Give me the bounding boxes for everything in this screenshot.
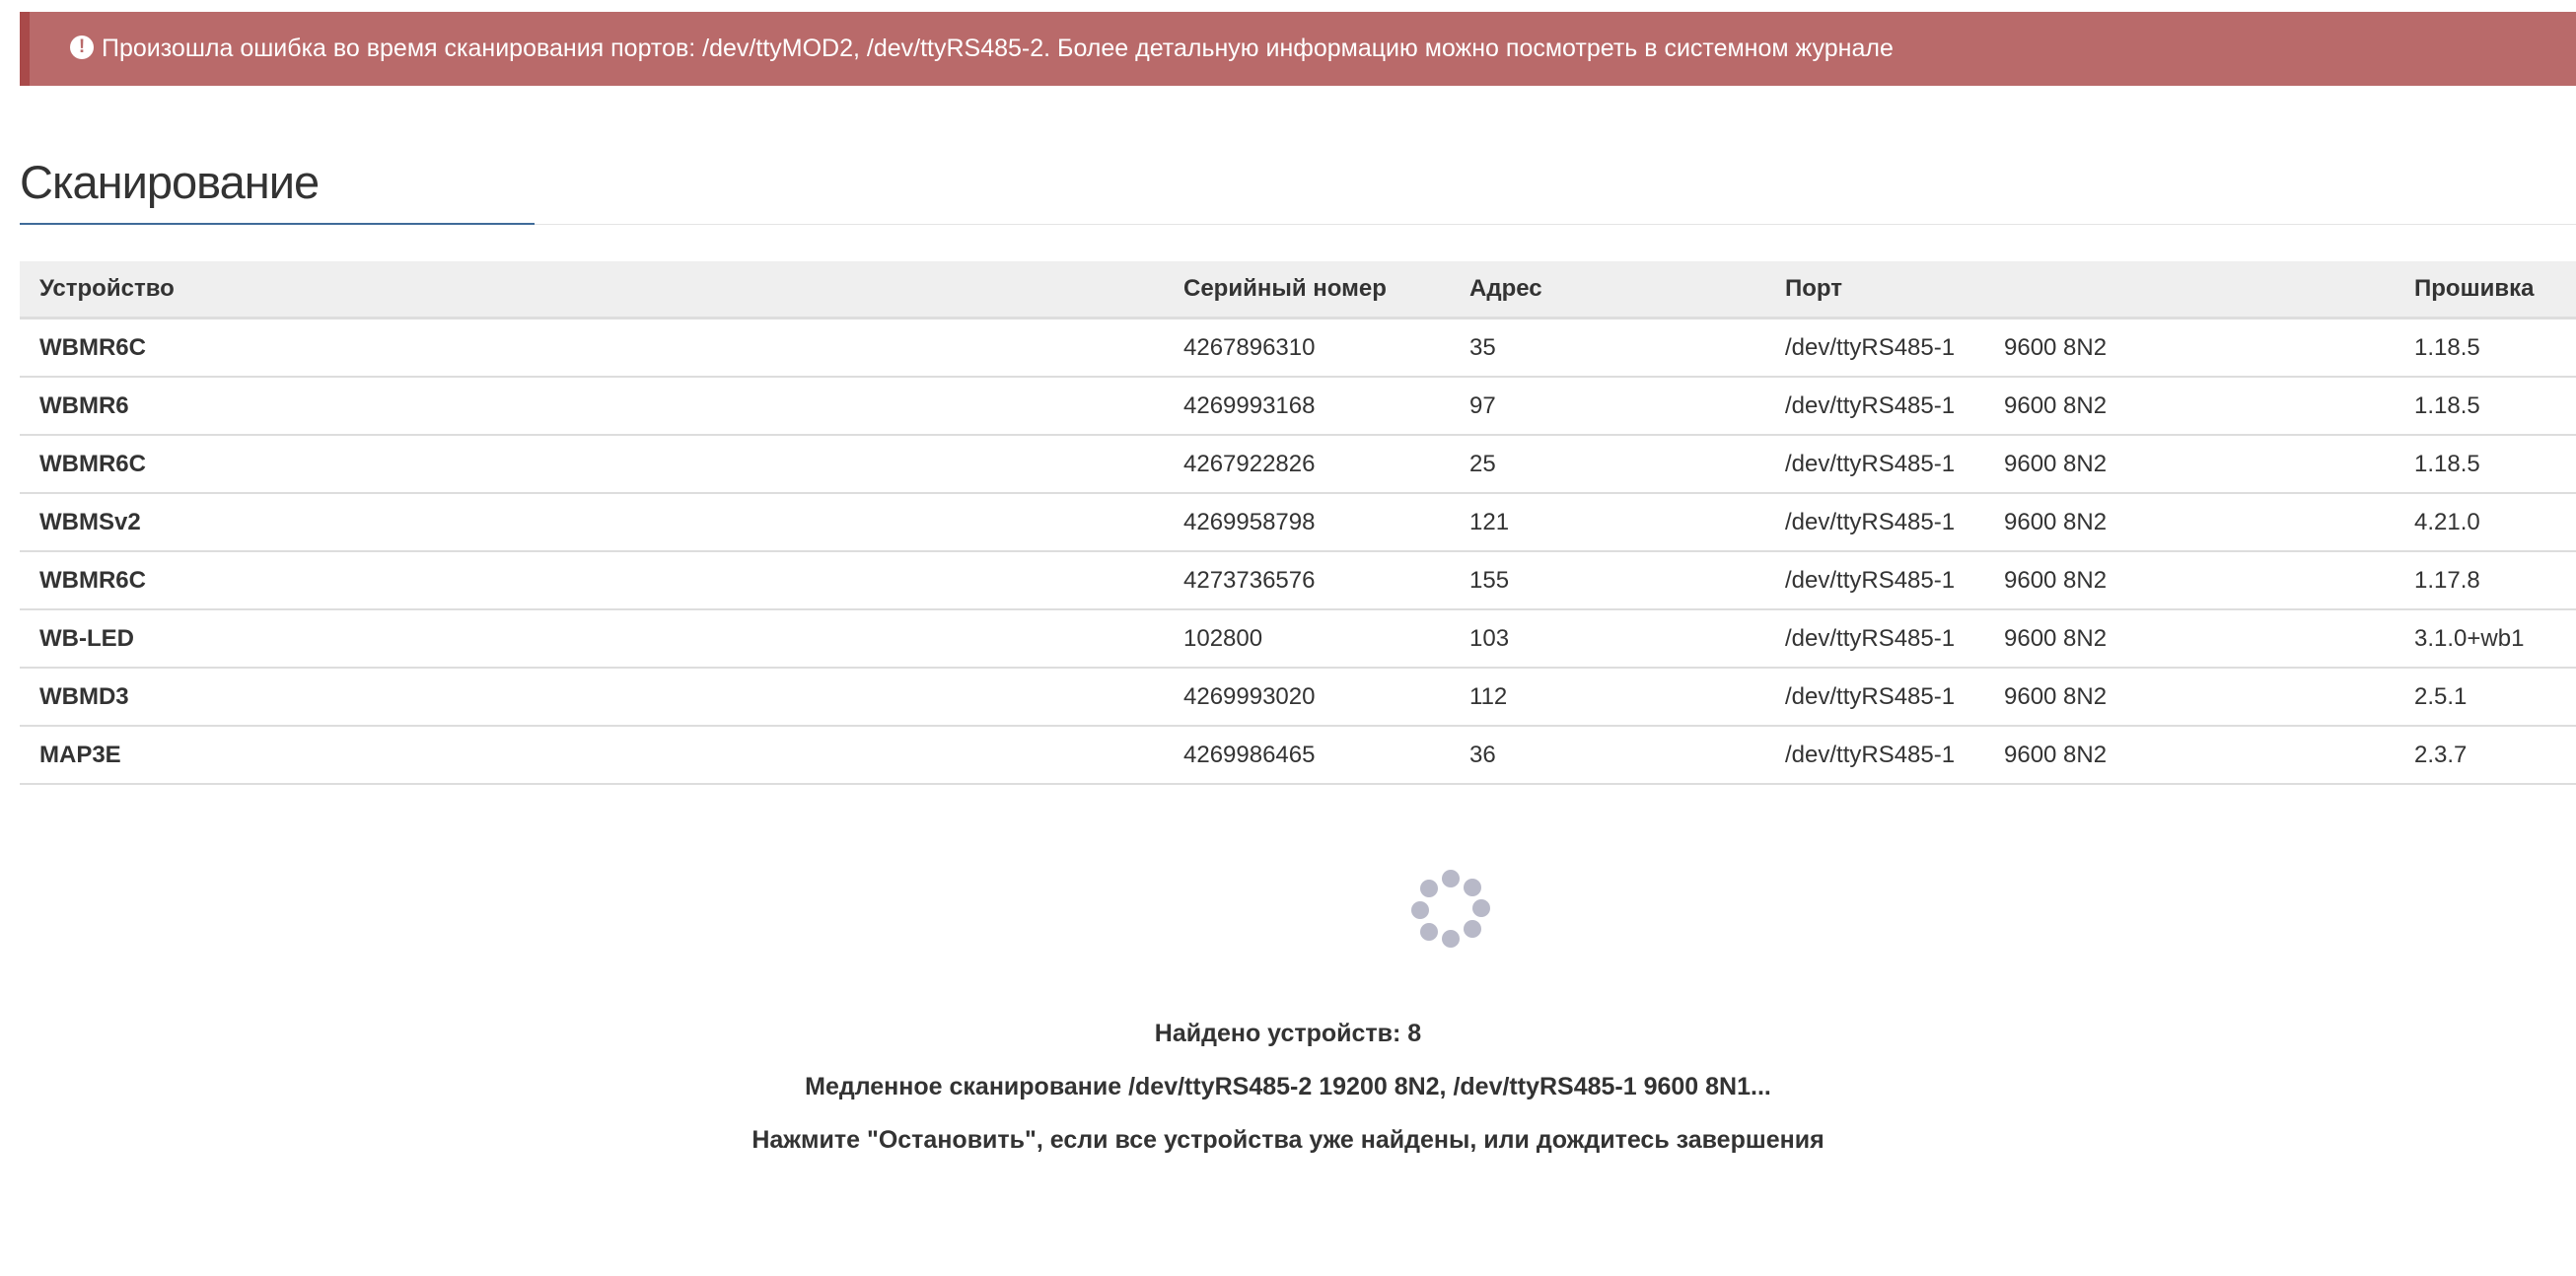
port-path: /dev/ttyRS485-1: [1785, 508, 1956, 535]
port-cell: [1765, 609, 2395, 668]
serial-cell: 4269993168: [1164, 377, 1450, 435]
port-settings: 9600 8N2: [2004, 682, 2108, 710]
device-name-cell: WBMSv2: [20, 493, 1164, 551]
table-row: [20, 435, 2576, 493]
spinner-dot: [1464, 920, 1481, 938]
title-accent-underline: [20, 223, 535, 225]
port-cell: [1765, 319, 2395, 378]
port-path: /dev/ttyRS485-1: [1785, 450, 1956, 477]
firmware-cell: 1.18.5: [2395, 377, 2576, 435]
device-name-cell: WBMR6C: [20, 435, 1164, 493]
device-name-cell: WBMR6C: [20, 319, 1164, 378]
error-alert: [20, 12, 2576, 86]
spinner-dot: [1464, 879, 1481, 896]
column-header-address: Адрес: [1450, 261, 1765, 319]
device-name-cell: MAP3E: [20, 726, 1164, 784]
port-cell: [1765, 493, 2395, 551]
table-row: [20, 609, 2576, 668]
serial-cell: 4269986465: [1164, 726, 1450, 784]
spinner-dot: [1411, 901, 1429, 919]
page-title: Сканирование: [20, 156, 320, 208]
table-row: [20, 377, 2576, 435]
port-path: /dev/ttyRS485-1: [1785, 566, 1956, 594]
column-header-port: Порт: [1765, 261, 2395, 319]
column-header-serial: Серийный номер: [1164, 261, 1450, 319]
address-cell: 112: [1450, 668, 1765, 726]
table-row: [20, 319, 2576, 378]
serial-cell: 4267922826: [1164, 435, 1450, 493]
devices-found-count: Найдено устройств: 8: [1154, 1020, 1422, 1047]
firmware-cell: 1.18.5: [2395, 319, 2576, 378]
serial-cell: 4273736576: [1164, 551, 1450, 609]
address-cell: 155: [1450, 551, 1765, 609]
table-row: [20, 726, 2576, 784]
spinner-dot: [1442, 870, 1460, 887]
table-header-row: [20, 261, 2576, 319]
port-settings: 9600 8N2: [2004, 624, 2108, 652]
port-settings: 9600 8N2: [2004, 508, 2108, 535]
port-path: /dev/ttyRS485-1: [1785, 333, 1956, 361]
scan-hint-text: Нажмите "Остановить", если все устройства уже найдены, или дождитесь завершения: [751, 1126, 1825, 1154]
address-cell: 25: [1450, 435, 1765, 493]
spinner-dot: [1442, 930, 1460, 948]
port-path: /dev/ttyRS485-1: [1785, 682, 1956, 710]
firmware-cell: 2.5.1: [2395, 668, 2576, 726]
port-path: /dev/ttyRS485-1: [1785, 624, 1956, 652]
table-row: [20, 493, 2576, 551]
firmware-cell: 1.17.8: [2395, 551, 2576, 609]
port-path: /dev/ttyRS485-1: [1785, 391, 1956, 419]
address-cell: 103: [1450, 609, 1765, 668]
port-settings: 9600 8N2: [2004, 566, 2108, 594]
device-name-cell: WBMR6: [20, 377, 1164, 435]
devices-table: [20, 261, 2576, 785]
port-cell: [1765, 551, 2395, 609]
spinner-dot: [1420, 880, 1438, 897]
port-settings: 9600 8N2: [2004, 333, 2108, 361]
address-cell: 97: [1450, 377, 1765, 435]
device-name-cell: WBMD3: [20, 668, 1164, 726]
port-cell: [1765, 668, 2395, 726]
address-cell: 35: [1450, 319, 1765, 378]
port-cell: [1765, 435, 2395, 493]
devices-table-body: [20, 319, 2576, 785]
serial-cell: 4269993020: [1164, 668, 1450, 726]
device-name-cell: WBMR6C: [20, 551, 1164, 609]
table-row: [20, 551, 2576, 609]
serial-cell: 4267896310: [1164, 319, 1450, 378]
loading-spinner-icon: [1409, 869, 1492, 952]
error-alert-text: Произошла ошибка во время сканирования портов: /dev/ttyMOD2, /dev/ttyRS485-2. Более детальную информацию можно посмотреть в системном журнале: [102, 35, 1894, 62]
address-cell: 36: [1450, 726, 1765, 784]
serial-cell: 4269958798: [1164, 493, 1450, 551]
spinner-dot: [1472, 899, 1490, 917]
column-header-device: Устройство: [20, 261, 1164, 319]
port-cell: [1765, 726, 2395, 784]
column-header-firmware: Прошивка: [2395, 261, 2576, 319]
address-cell: 121: [1450, 493, 1765, 551]
spinner-dot: [1420, 923, 1438, 941]
firmware-cell: 1.18.5: [2395, 435, 2576, 493]
table-row: [20, 668, 2576, 726]
firmware-cell: 4.21.0: [2395, 493, 2576, 551]
firmware-cell: 2.3.7: [2395, 726, 2576, 784]
scan-progress-text: Медленное сканирование /dev/ttyRS485-2 19200 8N2, /dev/ttyRS485-1 9600 8N1...: [805, 1073, 1771, 1100]
port-settings: 9600 8N2: [2004, 741, 2108, 768]
port-settings: 9600 8N2: [2004, 450, 2108, 477]
device-name-cell: WB-LED: [20, 609, 1164, 668]
firmware-cell: 3.1.0+wb1: [2395, 609, 2576, 668]
port-path: /dev/ttyRS485-1: [1785, 741, 1956, 768]
port-settings: 9600 8N2: [2004, 391, 2108, 419]
exclamation-circle-icon: !: [70, 35, 94, 59]
serial-cell: 102800: [1164, 609, 1450, 668]
port-cell: [1765, 377, 2395, 435]
